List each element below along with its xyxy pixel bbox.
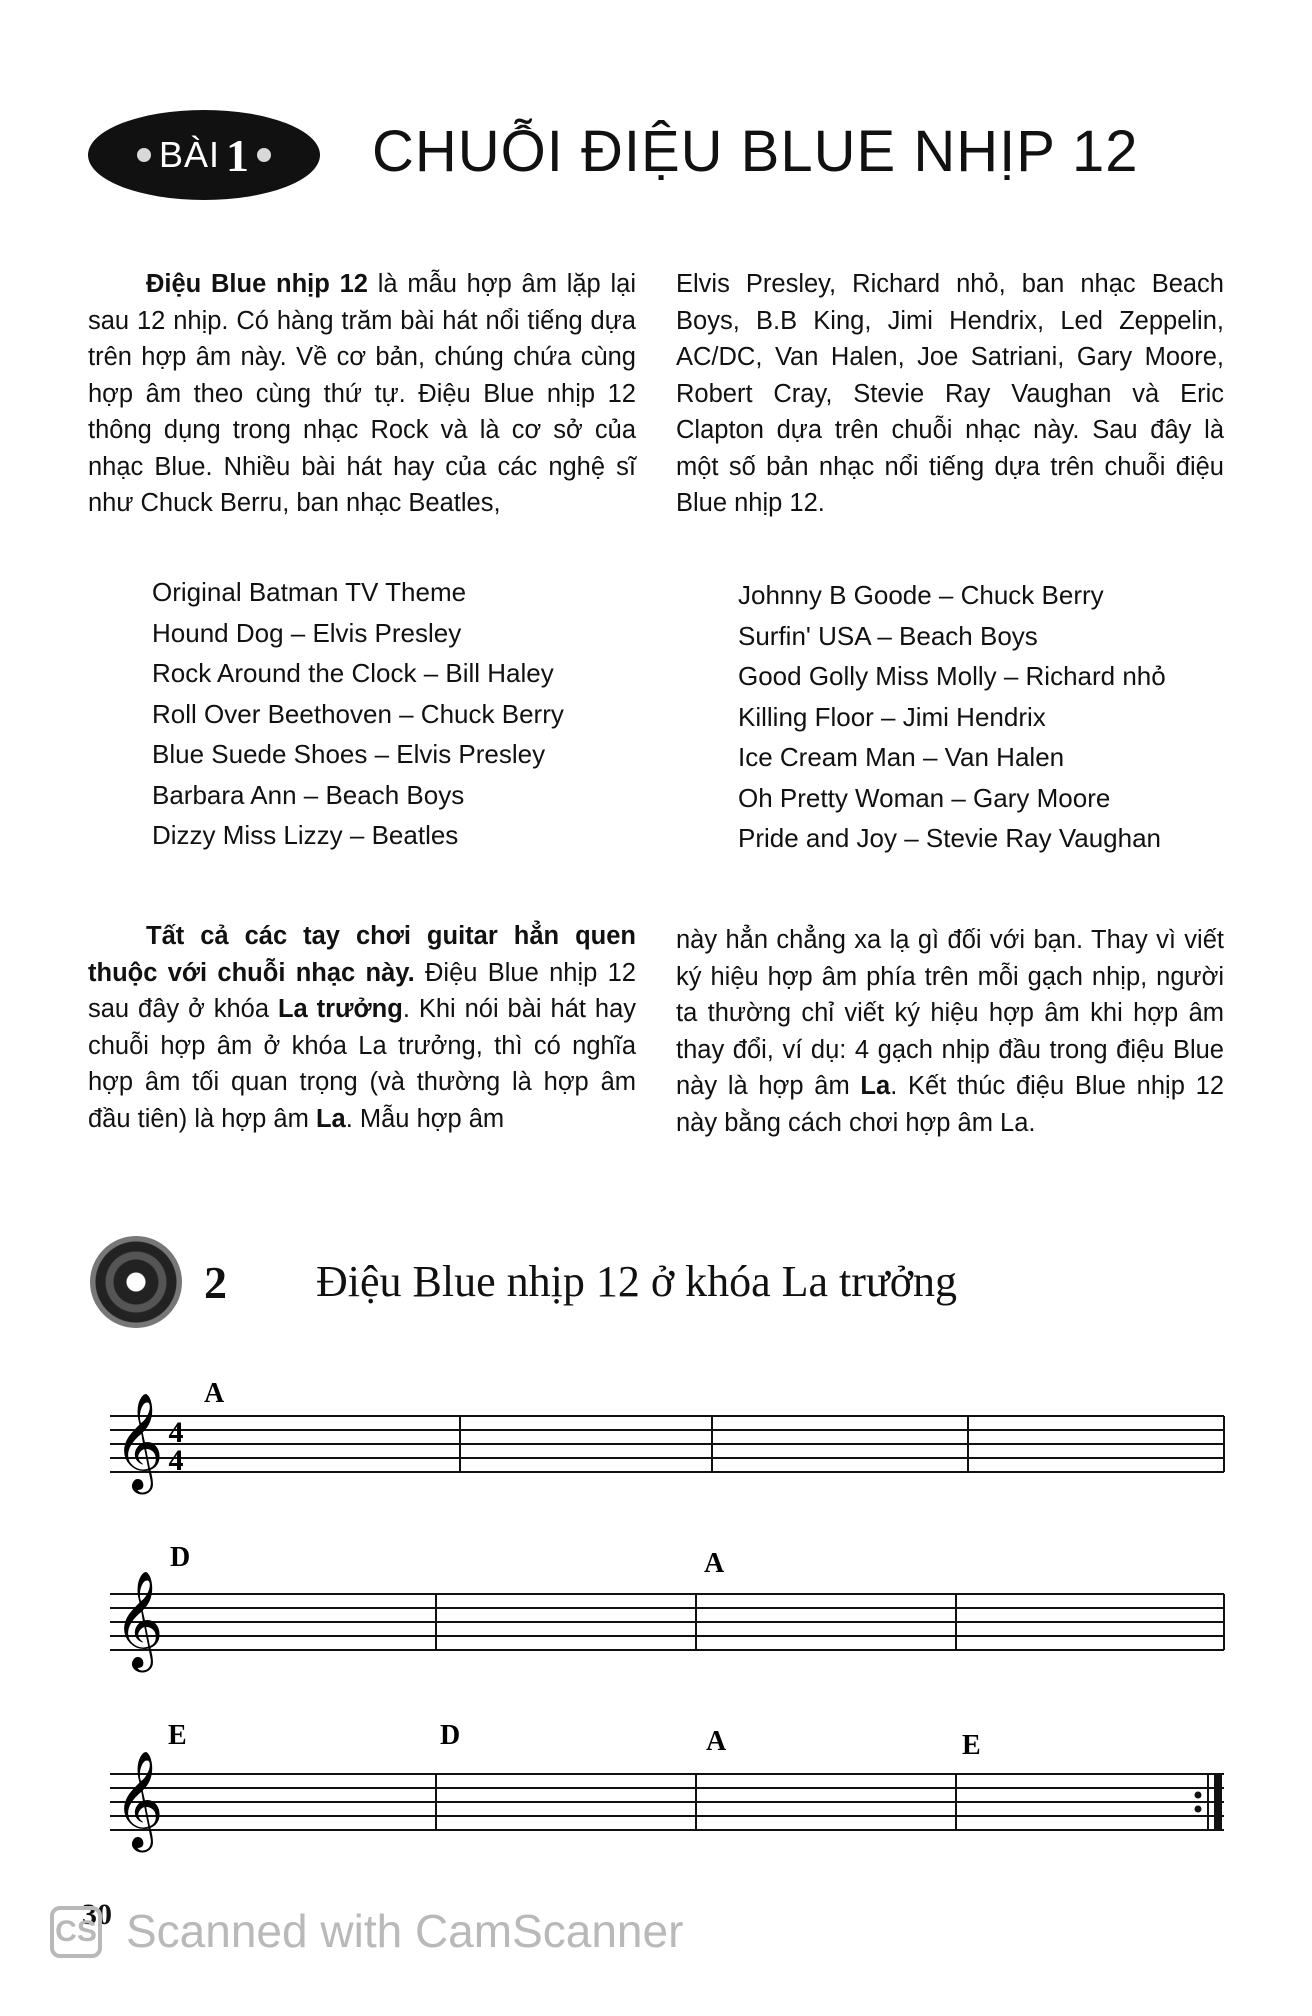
section-title: Điệu Blue nhịp 12 ở khóa La trưởng bbox=[316, 1257, 958, 1306]
list-item: Killing Floor – Jimi Hendrix bbox=[738, 701, 1046, 732]
chord-label: D bbox=[170, 1542, 191, 1573]
time-signature-top: 4 bbox=[168, 1416, 184, 1449]
list-item: Johnny B Goode – Chuck Berry bbox=[738, 580, 1104, 610]
chord-name: La bbox=[315, 1104, 346, 1133]
chord-label: A bbox=[706, 1726, 727, 1757]
intro-right-column bbox=[676, 266, 1224, 522]
song-list-left bbox=[152, 572, 564, 856]
badge-dot-right bbox=[257, 148, 271, 162]
repeat-dot bbox=[1195, 1806, 1202, 1813]
song-list-right bbox=[738, 575, 1166, 859]
chord-label: D bbox=[440, 1720, 461, 1751]
lesson-title: CHUỖI ĐIỆU BLUE NHỊP 12 bbox=[372, 119, 1139, 184]
list-item: Pride and Joy – Stevie Ray Vaughan bbox=[738, 823, 1162, 853]
body-text: . Khi nói bài hát hay chuỗi hợp âm ở khóa La trưởng, thì có nghĩa hợp âm tối quan trọng (và thường là hợp âm đầu tiên) là hợp âm bbox=[88, 995, 636, 1133]
staff-row-2 bbox=[110, 1594, 1224, 1650]
list-item: Barbara Ann – Beach Boys bbox=[152, 779, 465, 810]
body-left-column bbox=[88, 918, 636, 1137]
key-name: La trưởng bbox=[277, 995, 403, 1023]
camscanner-logo-icon: CS bbox=[50, 1906, 102, 1958]
body-text: này hẳn chẳng xa lạ gì đối với bạn. Thay vì viết ký hiệu hợp âm phía trên mỗi gạch nhịp, người ta thường chỉ viết ký hiệu hợp âm khi hợp âm thay đổi, ví dụ: 4 gạch nhịp đầu trong điệu Blue này là hợp âm bbox=[676, 926, 1224, 1100]
chord-label: E bbox=[962, 1730, 981, 1761]
staff-row-3 bbox=[110, 1774, 1224, 1830]
body-text: . Kết thúc điệu Blue nhịp 12 này bằng cách chơi hợp âm La. bbox=[676, 1072, 1224, 1137]
chord-name: La bbox=[860, 1072, 891, 1100]
list-item: Ice Cream Man – Van Halen bbox=[738, 742, 1065, 772]
badge-number: 1 bbox=[226, 129, 250, 181]
emphasis-text: Tất cả các tay chơi guitar hẳn quen thuộc với chuỗi nhạc này. bbox=[88, 922, 636, 987]
track-number: 2 bbox=[204, 1257, 227, 1308]
list-item: Rock Around the Clock – Bill Haley bbox=[152, 658, 554, 688]
intro-left-text: là mẫu hợp âm lặp lại sau 12 nhịp. Có hàng trăm bài hát nổi tiếng dựa trên hợp âm này. Về cơ bản, chúng chứa cùng hợp âm theo cùng thứ tự. Điệu Blue nhịp 12 thông dụng trong nhạc Rock và là cơ sở của nhạc Blue. Nhiều bài hát hay của các nghệ sĩ như Chuck Berru, ban nhạc Beatles, bbox=[88, 270, 637, 517]
body-right-column bbox=[676, 922, 1224, 1141]
audio-cd-icon bbox=[90, 1236, 182, 1328]
body-text: Điệu Blue nhịp 12 sau đây ở khóa bbox=[88, 958, 636, 1023]
final-barline bbox=[1214, 1774, 1222, 1831]
chord-label: E bbox=[168, 1720, 187, 1751]
list-item: Blue Suede Shoes – Elvis Presley bbox=[152, 739, 546, 769]
intro-left-column bbox=[88, 266, 636, 522]
list-item: Surfin' USA – Beach Boys bbox=[738, 620, 1038, 651]
list-item: Dizzy Miss Lizzy – Beatles bbox=[152, 820, 459, 850]
list-item: Original Batman TV Theme bbox=[152, 577, 467, 607]
body-text: . Mẫu hợp âm bbox=[345, 1104, 505, 1133]
treble-clef-icon: 𝄞 bbox=[114, 1392, 164, 1490]
intro-term: Điệu Blue nhịp 12 bbox=[146, 270, 368, 298]
repeat-dot bbox=[1195, 1792, 1202, 1799]
treble-clef-icon: 𝄞 bbox=[114, 1570, 164, 1668]
time-signature-bottom: 4 bbox=[168, 1444, 184, 1477]
lesson-badge bbox=[88, 110, 320, 200]
music-staves bbox=[0, 1360, 1312, 1880]
chord-label: A bbox=[704, 1548, 725, 1579]
chord-label: A bbox=[204, 1378, 225, 1409]
list-item: Hound Dog – Elvis Presley bbox=[152, 617, 462, 648]
list-item: Oh Pretty Woman – Gary Moore bbox=[738, 782, 1111, 813]
treble-clef-icon: 𝄞 bbox=[114, 1750, 164, 1848]
page-number: 30 bbox=[82, 1898, 112, 1931]
scanner-watermark: Scanned with CamScanner bbox=[126, 1905, 684, 1957]
list-item: Good Golly Miss Molly – Richard nhỏ bbox=[738, 661, 1166, 691]
badge-dot-left bbox=[137, 148, 151, 162]
intro-right-text: Elvis Presley, Richard nhỏ, ban nhạc Beach Boys, B.B King, Jimi Hendrix, Led Zeppelin, AC/DC, Van Halen, Joe Satriani, Gary Moore, Robert Cray, Stevie Ray Vaughan và Eric Clapton dựa trên chuỗi nhạc này. Sau đây là một số bản nhạc nổi tiếng dựa trên chuỗi điệu Blue nhịp 12. bbox=[676, 270, 1224, 517]
badge-label: BÀI bbox=[158, 134, 221, 175]
staff-row-1 bbox=[110, 1416, 1224, 1472]
list-item: Roll Over Beethoven – Chuck Berry bbox=[152, 698, 564, 729]
